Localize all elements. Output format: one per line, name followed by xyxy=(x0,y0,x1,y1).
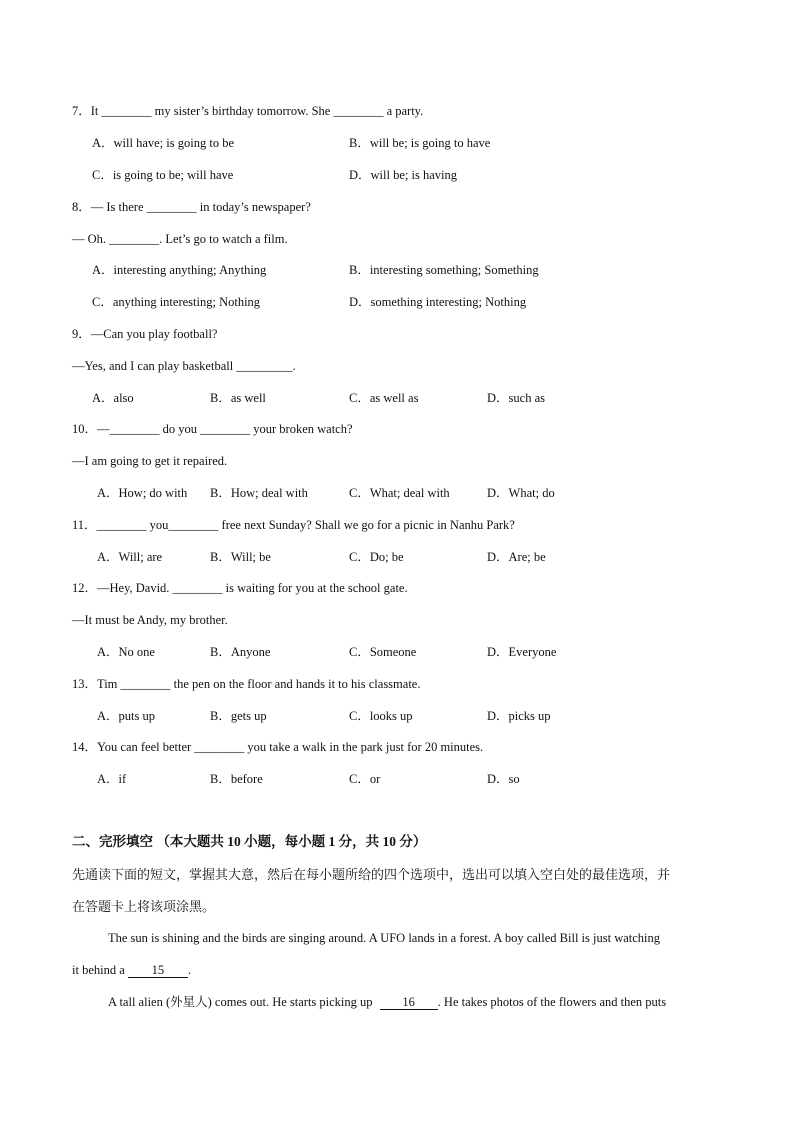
question-7-stem: 7．It ________ my sister’s birthday tomorrow. She ________ a party. xyxy=(72,104,424,118)
question-14-stem: 14．You can feel better ________ you take a walk in the park just for 20 minutes. xyxy=(72,740,484,754)
passage-text: A tall alien (外星人) comes out. He starts picking up xyxy=(108,995,376,1009)
question-8-option-a: A．interesting anything; Anything xyxy=(92,263,267,277)
cloze-blank-16: 16 xyxy=(380,995,438,1010)
question-12-reply: —It must be Andy, my brother. xyxy=(72,613,228,627)
passage-text: it behind a xyxy=(72,963,128,977)
question-11-option-b: B．Will; be xyxy=(210,550,271,564)
question-9-reply: —Yes, and I can play basketball _________. xyxy=(72,359,296,373)
question-10-option-d: D．What; do xyxy=(487,486,555,500)
question-12-option-a: A．No one xyxy=(97,645,155,659)
question-11-option-a: A．Will; are xyxy=(97,550,163,564)
question-10-stem: 10．—________ do you ________ your broken watch? xyxy=(72,422,353,436)
question-13-option-a: A．puts up xyxy=(97,709,155,723)
question-9-option-b: B．as well xyxy=(210,391,266,405)
cloze-blank-15: 15 xyxy=(128,963,188,978)
question-10-reply: —I am going to get it repaired. xyxy=(72,454,228,468)
passage-text: . He takes photos of the flowers and then puts xyxy=(437,995,667,1009)
question-12-option-c: C．Someone xyxy=(349,645,417,659)
question-14-option-b: B．before xyxy=(210,772,263,786)
question-11-stem: 11．________ you________ free next Sunday? Shall we go for a picnic in Nanhu Park? xyxy=(72,518,515,532)
question-7-option-c: C．is going to be; will have xyxy=(92,168,234,182)
passage-paragraph-1-line-1: The sun is shining and the birds are singing around. A UFO lands in a forest. A boy called Bill is just watching xyxy=(108,931,661,945)
question-7-option-a: A．will have; is going to be xyxy=(92,136,234,150)
question-9-option-d: D．such as xyxy=(487,391,545,405)
question-8-option-c: C．anything interesting; Nothing xyxy=(92,295,261,309)
question-9-option-a: A．also xyxy=(92,391,134,405)
question-13-option-c: C．looks up xyxy=(349,709,413,723)
question-8-reply: — Oh. ________. Let’s go to watch a film. xyxy=(72,232,288,246)
question-12-stem: 12．—Hey, David. ________ is waiting for you at the school gate. xyxy=(72,581,408,595)
section-2-title: 二、完形填空 （本大题共 10 小题，每小题 1 分，共 10 分） xyxy=(72,834,427,849)
section-2-instructions-line-1: 先通读下面的短文，掌握其大意，然后在每小题所给的四个选项中，选出可以填入空白处的最佳选项，并 xyxy=(72,867,671,882)
question-9-stem: 9．—Can you play football? xyxy=(72,327,218,341)
question-7-option-d: D．will be; is having xyxy=(349,168,457,182)
question-12-option-d: D．Everyone xyxy=(487,645,557,659)
question-14-option-c: C．or xyxy=(349,772,381,786)
question-10-option-c: C．What; deal with xyxy=(349,486,450,500)
question-11-option-d: D．Are; be xyxy=(487,550,546,564)
question-11-option-c: C．Do; be xyxy=(349,550,404,564)
question-12-option-b: B．Anyone xyxy=(210,645,271,659)
passage-text: . xyxy=(187,963,192,977)
passage-paragraph-1-line-2 xyxy=(72,962,191,978)
question-13-option-b: B．gets up xyxy=(210,709,267,723)
question-8-option-d: D．something interesting; Nothing xyxy=(349,295,527,309)
question-13-stem: 13．Tim ________ the pen on the floor and hands it to his classmate. xyxy=(72,677,421,691)
question-8-option-b: B．interesting something; Something xyxy=(349,263,539,277)
question-10-option-b: B．How; deal with xyxy=(210,486,308,500)
question-13-option-d: D．picks up xyxy=(487,709,551,723)
passage-paragraph-2-line-1 xyxy=(108,994,666,1010)
question-14-option-a: A．if xyxy=(97,772,127,786)
question-14-option-d: D．so xyxy=(487,772,520,786)
question-8-stem: 8．— Is there ________ in today’s newspaper? xyxy=(72,200,311,214)
question-7-option-b: B．will be; is going to have xyxy=(349,136,491,150)
section-2-instructions-line-2: 在答题卡上将该项涂黑。 xyxy=(72,899,216,914)
question-9-option-c: C．as well as xyxy=(349,391,419,405)
question-10-option-a: A．How; do with xyxy=(97,486,188,500)
